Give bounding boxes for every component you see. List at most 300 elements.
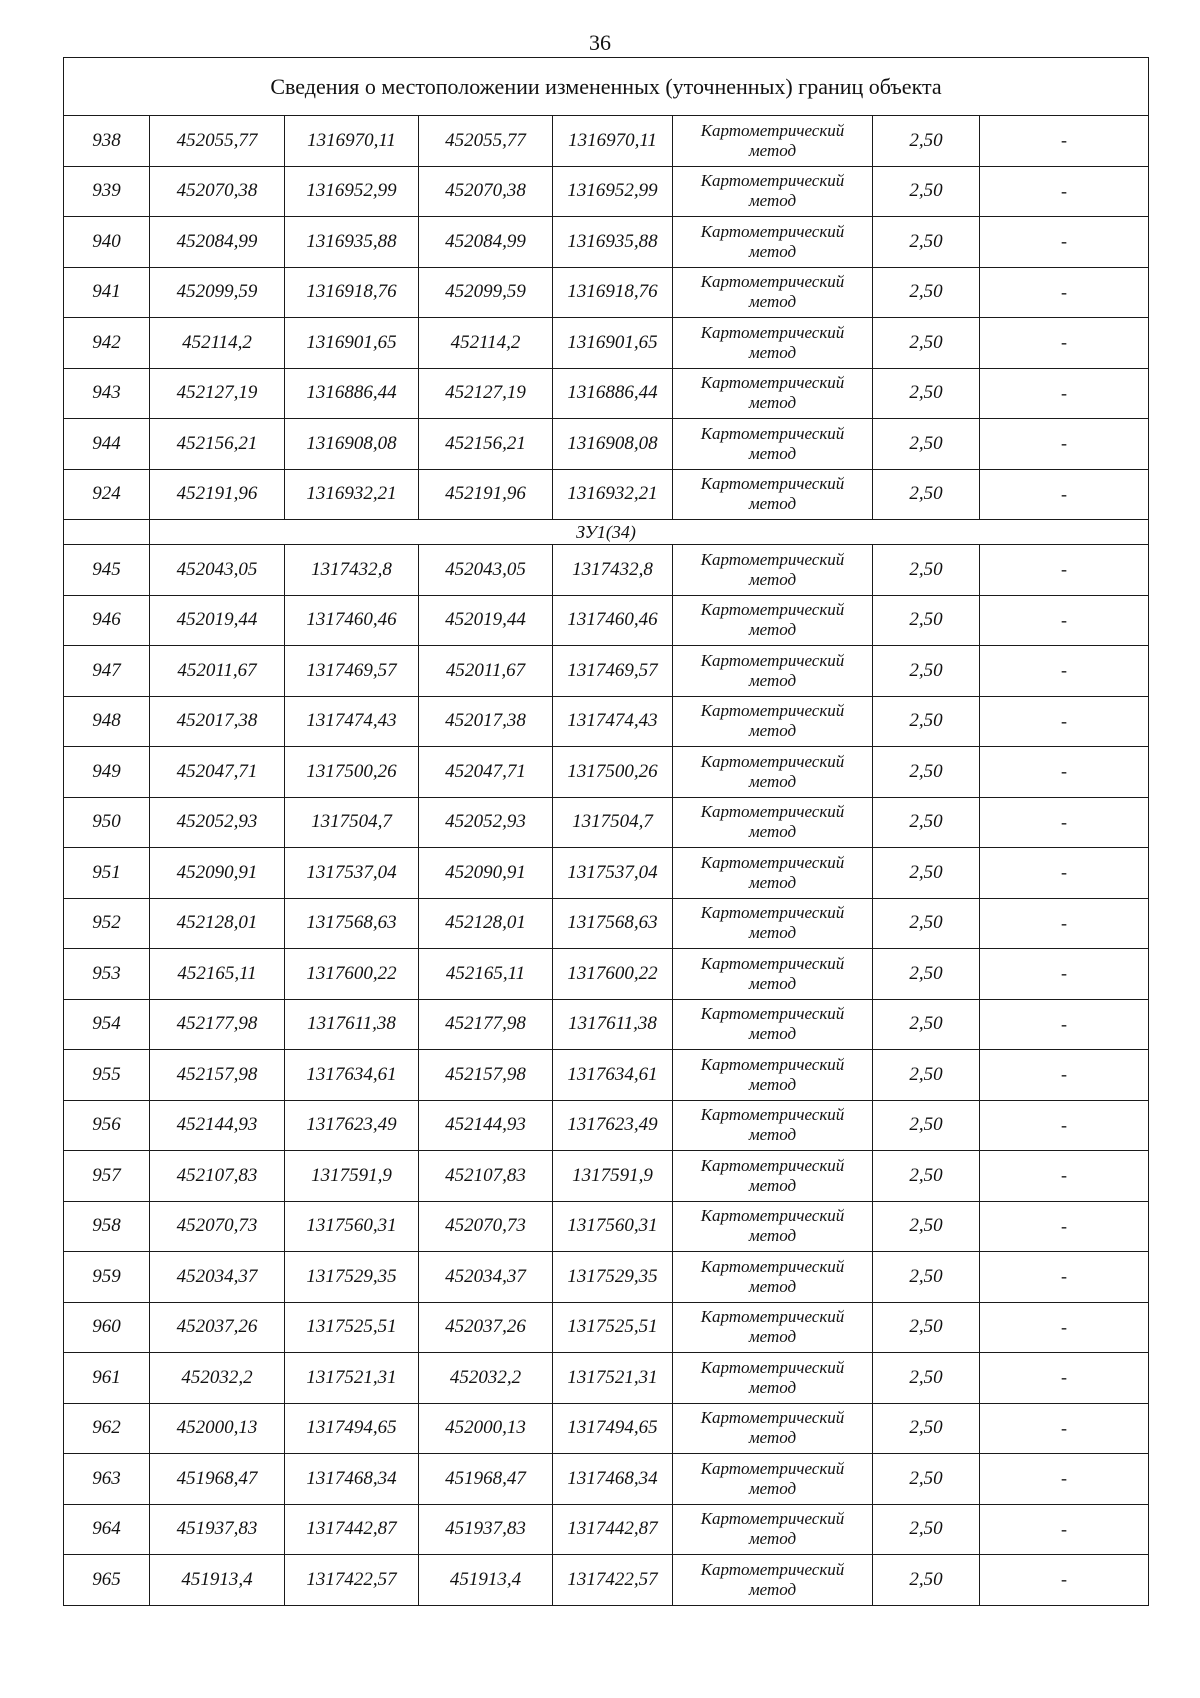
method-cell (673, 949, 873, 1000)
coord-y-new: 1317468,34 (553, 1454, 673, 1505)
method-cell (673, 696, 873, 747)
point-number: 948 (64, 696, 150, 747)
coord-x-new: 452011,67 (419, 646, 553, 697)
description-cell: - (980, 949, 1149, 1000)
method-line-2: метод (748, 1529, 797, 1549)
point-number: 944 (64, 419, 150, 470)
coord-y-new: 1317460,46 (553, 595, 673, 646)
coord-x-new: 452107,83 (419, 1151, 553, 1202)
coord-y-new: 1317504,7 (553, 797, 673, 848)
coord-x-new: 452084,99 (419, 217, 553, 268)
point-number: 959 (64, 1252, 150, 1303)
description-cell: - (980, 1050, 1149, 1101)
table-row (64, 368, 1149, 419)
method-line-2: метод (748, 670, 797, 690)
coord-y-existing: 1316901,65 (285, 318, 419, 369)
coord-y-existing: 1316935,88 (285, 217, 419, 268)
method-cell (673, 595, 873, 646)
method-line-1: Картометрический (700, 1408, 845, 1428)
coord-x-existing: 451937,83 (150, 1504, 285, 1555)
method-cell (673, 1403, 873, 1454)
coord-x-new: 452043,05 (419, 545, 553, 596)
precision-value: 2,50 (873, 1201, 980, 1252)
method-line-2: метод (748, 872, 797, 892)
method-cell (673, 545, 873, 596)
point-number: 954 (64, 999, 150, 1050)
table-row (64, 1454, 1149, 1505)
coord-y-existing: 1316952,99 (285, 166, 419, 217)
method-cell (673, 1151, 873, 1202)
coord-x-new: 451913,4 (419, 1555, 553, 1606)
coord-x-existing: 452157,98 (150, 1050, 285, 1101)
precision-value: 2,50 (873, 848, 980, 899)
point-number: 941 (64, 267, 150, 318)
precision-value: 2,50 (873, 595, 980, 646)
point-number: 965 (64, 1555, 150, 1606)
method-cell (673, 1504, 873, 1555)
method-line-2: метод (748, 1327, 797, 1347)
method-line-2: метод (748, 923, 797, 943)
method-line-1: Картометрический (700, 1357, 845, 1377)
method-cell (673, 1454, 873, 1505)
coord-x-existing: 452034,37 (150, 1252, 285, 1303)
method-cell (673, 1353, 873, 1404)
description-cell: - (980, 999, 1149, 1050)
coord-x-new: 452157,98 (419, 1050, 553, 1101)
description-cell: - (980, 1504, 1149, 1555)
coord-x-existing: 452156,21 (150, 419, 285, 470)
coord-x-existing: 451913,4 (150, 1555, 285, 1606)
method-line-1: Картометрический (700, 751, 845, 771)
coord-y-new: 1317611,38 (553, 999, 673, 1050)
precision-value: 2,50 (873, 419, 980, 470)
coord-y-existing: 1317611,38 (285, 999, 419, 1050)
coord-x-new: 452070,73 (419, 1201, 553, 1252)
coord-x-existing: 452037,26 (150, 1302, 285, 1353)
coord-x-existing: 452177,98 (150, 999, 285, 1050)
method-line-2: метод (748, 494, 797, 514)
coord-x-new: 451937,83 (419, 1504, 553, 1555)
precision-value: 2,50 (873, 696, 980, 747)
method-line-1: Картометрический (700, 1307, 845, 1327)
method-cell (673, 1252, 873, 1303)
coord-y-new: 1317474,43 (553, 696, 673, 747)
description-cell: - (980, 318, 1149, 369)
method-line-1: Картометрический (700, 852, 845, 872)
coord-y-existing: 1316908,08 (285, 419, 419, 470)
point-number: 956 (64, 1100, 150, 1151)
table-row (64, 267, 1149, 318)
description-cell: - (980, 1353, 1149, 1404)
method-cell (673, 747, 873, 798)
coord-x-new: 452070,38 (419, 166, 553, 217)
table-row (64, 747, 1149, 798)
precision-value: 2,50 (873, 949, 980, 1000)
coord-x-new: 452099,59 (419, 267, 553, 318)
table-row (64, 595, 1149, 646)
method-line-2: метод (748, 241, 797, 261)
method-line-1: Картометрический (700, 1054, 845, 1074)
table-row (64, 1504, 1149, 1555)
point-number: 953 (64, 949, 150, 1000)
coord-y-existing: 1317494,65 (285, 1403, 419, 1454)
description-cell: - (980, 595, 1149, 646)
coord-y-new: 1317525,51 (553, 1302, 673, 1353)
method-line-2: метод (748, 191, 797, 211)
coord-y-new: 1317432,8 (553, 545, 673, 596)
table-row (64, 898, 1149, 949)
method-line-1: Картометрический (700, 953, 845, 973)
method-line-2: метод (748, 140, 797, 160)
point-number: 958 (64, 1201, 150, 1252)
coord-y-new: 1317529,35 (553, 1252, 673, 1303)
section-label: ЗУ1(34) (150, 520, 1149, 545)
method-line-2: метод (748, 1125, 797, 1145)
point-number: 924 (64, 469, 150, 520)
coord-x-new: 452127,19 (419, 368, 553, 419)
coordinates-table (63, 57, 1149, 1606)
method-line-1: Картометрический (700, 1509, 845, 1529)
method-line-1: Картометрический (700, 171, 845, 191)
method-line-1: Картометрический (700, 802, 845, 822)
coord-y-existing: 1317529,35 (285, 1252, 419, 1303)
description-cell: - (980, 1100, 1149, 1151)
description-cell: - (980, 646, 1149, 697)
precision-value: 2,50 (873, 469, 980, 520)
coord-x-new: 452019,44 (419, 595, 553, 646)
table-row (64, 1403, 1149, 1454)
precision-value: 2,50 (873, 1504, 980, 1555)
coord-y-new: 1316901,65 (553, 318, 673, 369)
coord-y-new: 1317634,61 (553, 1050, 673, 1101)
point-number: 963 (64, 1454, 150, 1505)
table-title: Сведения о местоположении измененных (уточненных) границ объекта (64, 58, 1149, 116)
table-body (64, 58, 1149, 1606)
precision-value: 2,50 (873, 1252, 980, 1303)
page-number: 36 (589, 30, 611, 55)
coord-x-existing: 452032,2 (150, 1353, 285, 1404)
coord-x-existing: 452070,73 (150, 1201, 285, 1252)
coord-y-existing: 1317537,04 (285, 848, 419, 899)
method-line-1: Картометрический (700, 600, 845, 620)
coord-x-existing: 452099,59 (150, 267, 285, 318)
method-line-2: метод (748, 973, 797, 993)
coord-x-existing: 452019,44 (150, 595, 285, 646)
method-line-2: метод (748, 1175, 797, 1195)
method-line-2: метод (748, 1478, 797, 1498)
method-cell (673, 1302, 873, 1353)
coord-y-new: 1317600,22 (553, 949, 673, 1000)
table-row (64, 1151, 1149, 1202)
coord-x-existing: 452191,96 (150, 469, 285, 520)
description-cell: - (980, 217, 1149, 268)
point-number: 964 (64, 1504, 150, 1555)
method-line-2: метод (748, 1428, 797, 1448)
coord-y-existing: 1317468,34 (285, 1454, 419, 1505)
point-number: 942 (64, 318, 150, 369)
method-line-1: Картометрический (700, 1256, 845, 1276)
method-line-2: метод (748, 822, 797, 842)
coord-x-existing: 452011,67 (150, 646, 285, 697)
description-cell: - (980, 1201, 1149, 1252)
method-line-1: Картометрический (700, 1004, 845, 1024)
table-row (64, 949, 1149, 1000)
method-cell (673, 646, 873, 697)
coord-x-new: 452156,21 (419, 419, 553, 470)
table-row (64, 696, 1149, 747)
table-row (64, 545, 1149, 596)
point-number: 961 (64, 1353, 150, 1404)
coord-y-new: 1317494,65 (553, 1403, 673, 1454)
coord-y-new: 1317537,04 (553, 848, 673, 899)
description-cell: - (980, 1454, 1149, 1505)
table-row (64, 797, 1149, 848)
precision-value: 2,50 (873, 318, 980, 369)
coord-y-new: 1317469,57 (553, 646, 673, 697)
coord-x-existing: 452043,05 (150, 545, 285, 596)
description-cell: - (980, 747, 1149, 798)
coord-x-new: 452165,11 (419, 949, 553, 1000)
coord-y-existing: 1317600,22 (285, 949, 419, 1000)
coord-y-existing: 1317474,43 (285, 696, 419, 747)
description-cell: - (980, 1252, 1149, 1303)
coord-y-existing: 1317422,57 (285, 1555, 419, 1606)
point-number: 938 (64, 116, 150, 167)
description-cell: - (980, 848, 1149, 899)
coord-x-new: 452034,37 (419, 1252, 553, 1303)
coord-y-new: 1317591,9 (553, 1151, 673, 1202)
precision-value: 2,50 (873, 646, 980, 697)
method-cell (673, 898, 873, 949)
method-cell (673, 368, 873, 419)
table-row (64, 419, 1149, 470)
coord-y-existing: 1317623,49 (285, 1100, 419, 1151)
description-cell: - (980, 898, 1149, 949)
table-row (64, 116, 1149, 167)
method-cell (673, 419, 873, 470)
coord-y-new: 1317500,26 (553, 747, 673, 798)
coord-y-new: 1316970,11 (553, 116, 673, 167)
coord-y-existing: 1317504,7 (285, 797, 419, 848)
description-cell: - (980, 545, 1149, 596)
coord-x-new: 452037,26 (419, 1302, 553, 1353)
method-line-1: Картометрический (700, 1155, 845, 1175)
precision-value: 2,50 (873, 1555, 980, 1606)
description-cell: - (980, 116, 1149, 167)
precision-value: 2,50 (873, 368, 980, 419)
coord-y-existing: 1316918,76 (285, 267, 419, 318)
precision-value: 2,50 (873, 1151, 980, 1202)
method-cell (673, 166, 873, 217)
coord-x-existing: 452090,91 (150, 848, 285, 899)
method-line-2: метод (748, 443, 797, 463)
description-cell: - (980, 1151, 1149, 1202)
method-cell (673, 116, 873, 167)
method-cell (673, 469, 873, 520)
coord-x-existing: 452107,83 (150, 1151, 285, 1202)
coord-x-new: 452017,38 (419, 696, 553, 747)
method-line-1: Картометрический (700, 1206, 845, 1226)
description-cell: - (980, 166, 1149, 217)
description-cell: - (980, 368, 1149, 419)
description-cell: - (980, 1555, 1149, 1606)
point-number: 945 (64, 545, 150, 596)
table-row (64, 1050, 1149, 1101)
method-line-1: Картометрический (700, 423, 845, 443)
coord-y-existing: 1317521,31 (285, 1353, 419, 1404)
table-row (64, 217, 1149, 268)
description-cell: - (980, 469, 1149, 520)
coord-y-new: 1317521,31 (553, 1353, 673, 1404)
table-row (64, 1201, 1149, 1252)
table-row (64, 1353, 1149, 1404)
precision-value: 2,50 (873, 1454, 980, 1505)
coord-y-new: 1317422,57 (553, 1555, 673, 1606)
method-cell (673, 1201, 873, 1252)
table-row (64, 646, 1149, 697)
method-cell (673, 999, 873, 1050)
table-row (64, 999, 1149, 1050)
coord-y-new: 1317568,63 (553, 898, 673, 949)
method-line-1: Картометрический (700, 650, 845, 670)
method-cell (673, 217, 873, 268)
point-number: 943 (64, 368, 150, 419)
coord-x-existing: 452047,71 (150, 747, 285, 798)
table-title-row (64, 58, 1149, 116)
coord-y-existing: 1317568,63 (285, 898, 419, 949)
table-row (64, 469, 1149, 520)
coord-x-new: 452177,98 (419, 999, 553, 1050)
coord-y-existing: 1316970,11 (285, 116, 419, 167)
coord-y-new: 1316886,44 (553, 368, 673, 419)
coord-x-existing: 452052,93 (150, 797, 285, 848)
point-number: 940 (64, 217, 150, 268)
point-number: 950 (64, 797, 150, 848)
precision-value: 2,50 (873, 116, 980, 167)
coord-y-new: 1316952,99 (553, 166, 673, 217)
method-line-2: метод (748, 1074, 797, 1094)
method-cell (673, 1100, 873, 1151)
coord-x-existing: 452084,99 (150, 217, 285, 268)
method-line-2: метод (748, 342, 797, 362)
table-row (64, 1302, 1149, 1353)
point-number: 960 (64, 1302, 150, 1353)
description-cell: - (980, 267, 1149, 318)
coord-y-new: 1317560,31 (553, 1201, 673, 1252)
method-line-2: метод (748, 1377, 797, 1397)
precision-value: 2,50 (873, 545, 980, 596)
table-row (64, 1555, 1149, 1606)
coord-x-existing: 451968,47 (150, 1454, 285, 1505)
description-cell: - (980, 1302, 1149, 1353)
coord-y-existing: 1317560,31 (285, 1201, 419, 1252)
method-line-1: Картометрический (700, 549, 845, 569)
coord-x-new: 452144,93 (419, 1100, 553, 1151)
coord-y-existing: 1316886,44 (285, 368, 419, 419)
coord-x-new: 452047,71 (419, 747, 553, 798)
description-cell: - (980, 419, 1149, 470)
coord-x-new: 452032,2 (419, 1353, 553, 1404)
precision-value: 2,50 (873, 1100, 980, 1151)
coord-x-existing: 452055,77 (150, 116, 285, 167)
description-cell: - (980, 696, 1149, 747)
coord-y-new: 1316918,76 (553, 267, 673, 318)
point-number: 939 (64, 166, 150, 217)
method-cell (673, 797, 873, 848)
coord-x-existing: 452017,38 (150, 696, 285, 747)
method-line-1: Картометрический (700, 474, 845, 494)
method-line-1: Картометрический (700, 701, 845, 721)
method-line-2: метод (748, 393, 797, 413)
coord-y-existing: 1317634,61 (285, 1050, 419, 1101)
method-line-2: метод (748, 771, 797, 791)
method-cell (673, 318, 873, 369)
coord-x-existing: 452128,01 (150, 898, 285, 949)
point-number: 957 (64, 1151, 150, 1202)
coord-y-new: 1316932,21 (553, 469, 673, 520)
precision-value: 2,50 (873, 898, 980, 949)
precision-value: 2,50 (873, 166, 980, 217)
table-row (64, 166, 1149, 217)
coord-x-new: 452191,96 (419, 469, 553, 520)
coord-x-existing: 452114,2 (150, 318, 285, 369)
method-line-1: Картометрический (700, 1458, 845, 1478)
precision-value: 2,50 (873, 1403, 980, 1454)
method-line-2: метод (748, 1579, 797, 1599)
precision-value: 2,50 (873, 217, 980, 268)
method-line-2: метод (748, 721, 797, 741)
coord-x-new: 452055,77 (419, 116, 553, 167)
precision-value: 2,50 (873, 1353, 980, 1404)
point-number: 955 (64, 1050, 150, 1101)
coord-x-new: 451968,47 (419, 1454, 553, 1505)
coord-x-existing: 452000,13 (150, 1403, 285, 1454)
coord-x-new: 452052,93 (419, 797, 553, 848)
point-number: 952 (64, 898, 150, 949)
method-line-2: метод (748, 620, 797, 640)
method-line-1: Картометрический (700, 903, 845, 923)
method-line-2: метод (748, 569, 797, 589)
table-row (64, 1252, 1149, 1303)
point-number: 962 (64, 1403, 150, 1454)
method-line-1: Картометрический (700, 221, 845, 241)
table-row (64, 1100, 1149, 1151)
coord-x-existing: 452165,11 (150, 949, 285, 1000)
coord-x-new: 452114,2 (419, 318, 553, 369)
coord-x-existing: 452144,93 (150, 1100, 285, 1151)
precision-value: 2,50 (873, 999, 980, 1050)
precision-value: 2,50 (873, 1302, 980, 1353)
method-line-1: Картометрический (700, 322, 845, 342)
method-line-2: метод (748, 1024, 797, 1044)
method-line-2: метод (748, 1226, 797, 1246)
coord-y-existing: 1316932,21 (285, 469, 419, 520)
method-cell (673, 1050, 873, 1101)
section-row (64, 520, 1149, 545)
method-line-1: Картометрический (700, 373, 845, 393)
coord-y-existing: 1317469,57 (285, 646, 419, 697)
table-row (64, 848, 1149, 899)
point-number: 949 (64, 747, 150, 798)
coord-y-existing: 1317500,26 (285, 747, 419, 798)
coord-y-existing: 1317442,87 (285, 1504, 419, 1555)
precision-value: 2,50 (873, 747, 980, 798)
coord-x-new: 452090,91 (419, 848, 553, 899)
coord-y-existing: 1317591,9 (285, 1151, 419, 1202)
precision-value: 2,50 (873, 267, 980, 318)
method-line-2: метод (748, 292, 797, 312)
coord-x-existing: 452070,38 (150, 166, 285, 217)
